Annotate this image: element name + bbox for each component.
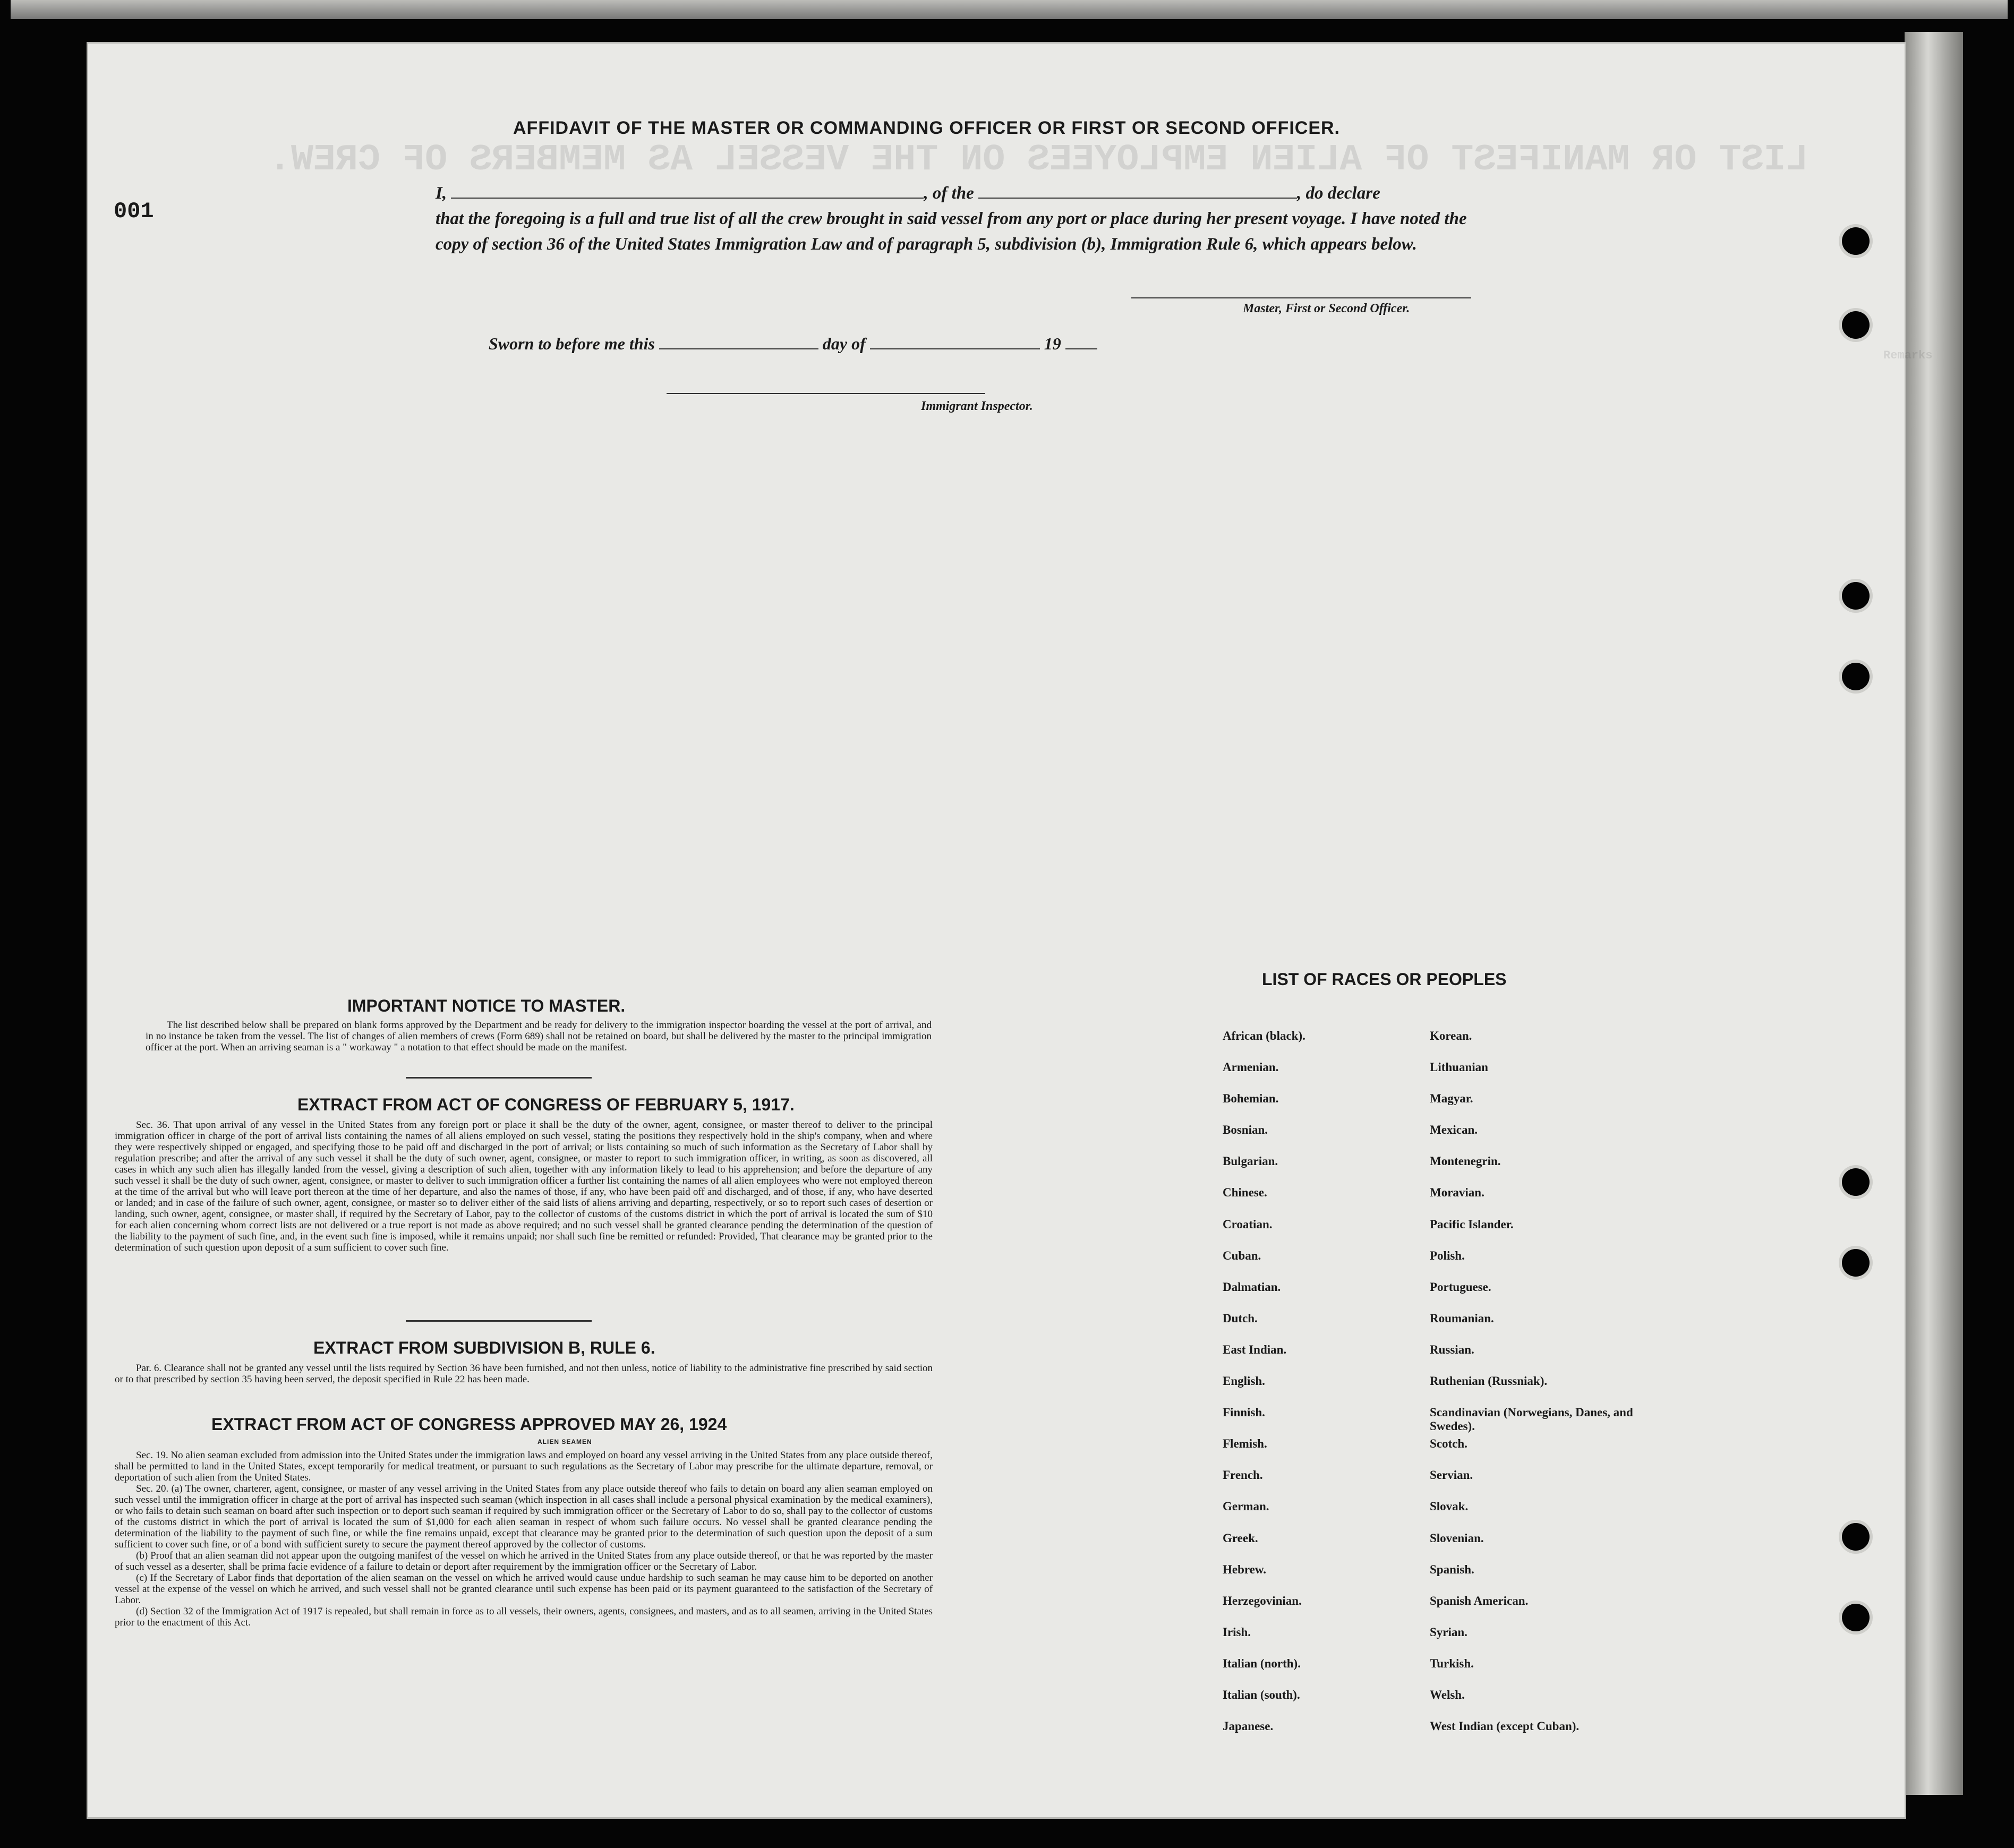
declaration-text: [436, 181, 1503, 257]
notice-heading: IMPORTANT NOTICE TO MASTER.: [347, 996, 626, 1015]
race-item: Hebrew.: [1223, 1562, 1266, 1576]
race-item: Croatian.: [1223, 1217, 1273, 1231]
race-item: Bohemian.: [1223, 1092, 1279, 1106]
year-blank[interactable]: [1065, 332, 1097, 349]
binder-hole: [1842, 227, 1870, 255]
races-heading: LIST OF RACES OR PEOPLES: [1262, 970, 1507, 989]
binder-hole: [1842, 582, 1870, 610]
divider: [406, 1320, 592, 1322]
extract-1924-body: [115, 1450, 933, 1628]
sworn-prefix: Sworn to before me this: [489, 334, 655, 353]
extract-1917-text: Sec. 36. That upon arrival of any vessel in the United States from any foreign port or place it shall be the duty of the owner, agent, consignee, or master thereof to deliver to the principal immigration officer in charge of the port of arrival lists containing the names of all aliens employed on such vessel, stating the positions they respectively hold in the ship's company, when and where they were respectively shipped or engaged, and specifying those to be paid off and discharged in the port of arrival; or lists containing so much of such information as the Secretary of Labor shall by regulation prescribe; and after the arrival of any such vessel it shall be the duty of such owner, agent, consignee, or master to report to such immigration officer, in writing, as soon as discovered, all cases in which any such alien has illegally landed from the vessel, giving a description of such alien, together with any information likely to lead to his apprehension; and before the departure of any such vessel it shall be the duty of such owner, agent, consignee, or master to deliver to such immigration officer a further list containing the names of all alien employees who were not employed thereon at the time of the arrival but who will leave port thereon at the time of her departure, and also the names of those, if any, who have been paid off and discharged, and of those, if any, who have deserted or landed; and in case of the failure of such owner, agent, consignee, or master so to deliver either of the said lists of aliens arriving and departing, respectively, or so to report such cases of desertion or landing, such owner, agent, consignee, or master shall, if required by the Secretary of Labor, pay to the collector of customs of the customs district in which the port of arrival is located the sum of $10 for each alien concerning whom correct lists are not delivered or a true report is not made as above required; and no such vessel shall be granted clearance pending the determination of the question of the liability to the payment of such fine, and, in the event such fine is imposed, while it remains unpaid; nor shall such fine be remitted or refunded: Provided, That clearance may be granted prior to the determination of such question upon deposit of a sum sufficient to cover such fine.: [115, 1119, 933, 1253]
race-item: Herzegovinian.: [1223, 1594, 1302, 1607]
race-item: Armenian.: [1223, 1060, 1279, 1074]
races-left-column: [1223, 1029, 1305, 1751]
declaration-of-the: , of the: [924, 184, 974, 203]
page-edge-shadow: [1905, 32, 1963, 1795]
races-right-column: [1430, 1029, 1653, 1751]
extract-1924-paragraph: (d) Section 32 of the Immigration Act of 1917 is repealed, but shall remain in force as to all vessels, their owners, agents, consignees, and masters, and as to all seamen, arriving in the United States prior to the enactment of this Act.: [115, 1606, 933, 1628]
race-item: Pacific Islander.: [1430, 1217, 1514, 1231]
binder-hole: [1842, 311, 1870, 339]
race-item: Slovak.: [1430, 1500, 1469, 1513]
show-through-title: LIST OR MANIFEST OF ALIEN EMPLOYEES ON THE VESSEL AS MEMBERS OF CREW.: [269, 139, 1808, 181]
inspector-signature-line[interactable]: [667, 393, 985, 394]
month-blank[interactable]: [870, 332, 1040, 349]
race-item: Scandinavian (Norwegians, Danes, and Swedes).: [1430, 1406, 1633, 1433]
extract-1924-paragraph: Sec. 20. (a) The owner, charterer, agent, consignee, or master of any vessel arriving in the United States from any place outside thereof who fails to detain on board any alien seaman employed on such vessel until the immigration officer in charge at the port of arrival has inspected such seaman (which inspection in all cases shall include a personal physical examination by the medical examiners), or who fails to detain such seaman on board after such inspection or to deport such seaman if required by such immigration officer or the Secretary of Labor to do so, shall pay to the collector of customs of the customs district in which the port of arrival is located the sum of $1,000 for each alien seaman in respect of whom such failure occurs. No vessel shall be granted clearance pending the determination of the liability to the payment of such fine, or while the fine remains unpaid, except that clearance may be granted prior to the determination of such question upon the deposit of a sum sufficient to cover such fine, or of a bond with sufficient surety to secure the payment thereof approved by the collector of customs.: [115, 1483, 933, 1550]
binder-hole: [1842, 1604, 1870, 1631]
sworn-statement: [489, 332, 1097, 354]
race-item: Irish.: [1223, 1625, 1251, 1639]
race-item: Chinese.: [1223, 1186, 1267, 1200]
race-item: Italian (north).: [1223, 1656, 1301, 1670]
race-item: Syrian.: [1430, 1625, 1467, 1639]
race-item: English.: [1223, 1374, 1265, 1388]
race-item: Bosnian.: [1223, 1123, 1268, 1137]
divider: [406, 1077, 592, 1079]
extract-1917-heading: EXTRACT FROM ACT OF CONGRESS OF FEBRUARY 5, 1917.: [297, 1095, 795, 1114]
race-item: Portuguese.: [1430, 1280, 1491, 1294]
race-item: Slovenian.: [1430, 1531, 1484, 1545]
race-item: Cuban.: [1223, 1248, 1261, 1262]
race-item: African (black).: [1223, 1029, 1305, 1042]
race-item: Spanish American.: [1430, 1594, 1529, 1607]
sworn-year: 19: [1044, 334, 1061, 353]
day-blank[interactable]: [659, 332, 818, 349]
race-item: Finnish.: [1223, 1406, 1265, 1419]
race-item: Turkish.: [1430, 1656, 1474, 1670]
race-item: Greek.: [1223, 1531, 1258, 1545]
declaration-i: I,: [436, 184, 447, 203]
race-item: Mexican.: [1430, 1123, 1478, 1137]
race-item: Japanese.: [1223, 1719, 1274, 1733]
declaration-first-line: [436, 181, 1503, 206]
binder-hole: [1842, 1249, 1870, 1277]
race-item: Korean.: [1430, 1029, 1472, 1042]
declaration-body: that the foregoing is a full and true list of all the crew brought in said vessel from any port or place during her present voyage. I have noted the copy of section 36 of the United States Immigration Law and of paragraph 5, subdivision (b), Immigration Rule 6, which appears below.: [436, 209, 1467, 254]
extract-1924-paragraph: Sec. 19. No alien seaman excluded from admission into the United States under the immigration laws and employed on board any vessel arriving in the United States from any place outside thereof, shall be permitted to land in the United States, except temporarily for medical treatment, or pursuant to such regulations as the Secretary of Labor may prescribe for the ultimate departure, removal, or deportation of such alien from the United States.: [115, 1450, 933, 1483]
race-item: West Indian (except Cuban).: [1430, 1719, 1580, 1733]
race-item: German.: [1223, 1500, 1269, 1513]
race-item: Montenegrin.: [1430, 1154, 1501, 1168]
extract-1924-paragraph: (b) Proof that an alien seaman did not appear upon the outgoing manifest of the vessel on which he arrived in the United States from any place outside thereof, or that he was reported by the master of such vessel as a deserter, shall be prima facie evidence of a failure to detain or deport after requirement by the immigration officer or the Secretary of Labor.: [115, 1550, 933, 1572]
race-item: East Indian.: [1223, 1342, 1287, 1356]
affidavit-title: AFFIDAVIT OF THE MASTER OR COMMANDING OFFICER OR FIRST OR SECOND OFFICER.: [513, 118, 1340, 138]
show-through-remarks: Remarks: [1883, 349, 1933, 362]
race-item: Moravian.: [1430, 1186, 1484, 1200]
signature-line[interactable]: [1131, 297, 1471, 298]
race-item: Russian.: [1430, 1342, 1474, 1356]
race-item: Lithuanian: [1430, 1060, 1488, 1074]
scanner-top-strip: [11, 0, 2008, 19]
binder-hole: [1842, 1523, 1870, 1551]
race-item: Bulgarian.: [1223, 1154, 1278, 1168]
race-item: Welsh.: [1430, 1688, 1465, 1701]
binder-hole: [1842, 663, 1870, 690]
notice-text: The list described below shall be prepared on blank forms approved by the Department and be ready for delivery to the immigration inspector boarding the vessel at the port of arrival, and in no instance be taken from the vessel. The list of changes of alien members of crews (Form 689) shall not be retained on board, but shall be delivered by the master to the principal immigration officer at the port. When an arriving seaman is a " workaway " a notation to that effect should be made on the manifest.: [146, 1020, 932, 1053]
race-item: French.: [1223, 1468, 1263, 1482]
extract-1924-subheading: ALIEN SEAMEN: [537, 1438, 592, 1445]
extract-1924-paragraph: (c) If the Secretary of Labor finds that deportation of the alien seaman on the vessel on which he arrived would cause undue hardship to such seaman he may cause him to be deported on another vessel at the expense of the vessel on which he arrived, and such vessel shall not be granted clearance until such expense has been paid or its payment guaranteed to the satisfaction of the Secretary of Labor.: [115, 1572, 933, 1606]
race-item: Spanish.: [1430, 1562, 1474, 1576]
inspector-caption: Immigrant Inspector.: [921, 399, 1033, 413]
race-item: Italian (south).: [1223, 1688, 1300, 1701]
race-item: Scotch.: [1430, 1437, 1467, 1451]
race-item: Servian.: [1430, 1468, 1473, 1482]
page-number: 001: [114, 199, 154, 224]
race-item: Dalmatian.: [1223, 1280, 1281, 1294]
race-item: Ruthenian (Russniak).: [1430, 1374, 1548, 1388]
binder-hole: [1842, 1168, 1870, 1196]
signature-caption: Master, First or Second Officer.: [1243, 302, 1410, 315]
race-item: Dutch.: [1223, 1311, 1258, 1325]
extract-rule6-text: Par. 6. Clearance shall not be granted any vessel until the lists required by Section 36 have been furnished, and not then unless, notice of liability to the administrative fine prescribed by said section or to that prescribed by section 35 having been served, the deposit specified in Rule 22 has been made.: [115, 1363, 933, 1385]
sworn-day-of: day of: [822, 334, 866, 353]
declaration-do-declare: , do declare: [1297, 184, 1380, 203]
name-blank[interactable]: [451, 182, 924, 199]
race-item: Polish.: [1430, 1248, 1465, 1262]
race-item: Magyar.: [1430, 1092, 1473, 1106]
race-item: Flemish.: [1223, 1437, 1267, 1451]
extract-rule6-heading: EXTRACT FROM SUBDIVISION B, RULE 6.: [313, 1338, 655, 1357]
vessel-blank[interactable]: [978, 182, 1297, 199]
race-item: Roumanian.: [1430, 1311, 1494, 1325]
extract-1924-heading: EXTRACT FROM ACT OF CONGRESS APPROVED MAY 26, 1924: [211, 1415, 727, 1434]
